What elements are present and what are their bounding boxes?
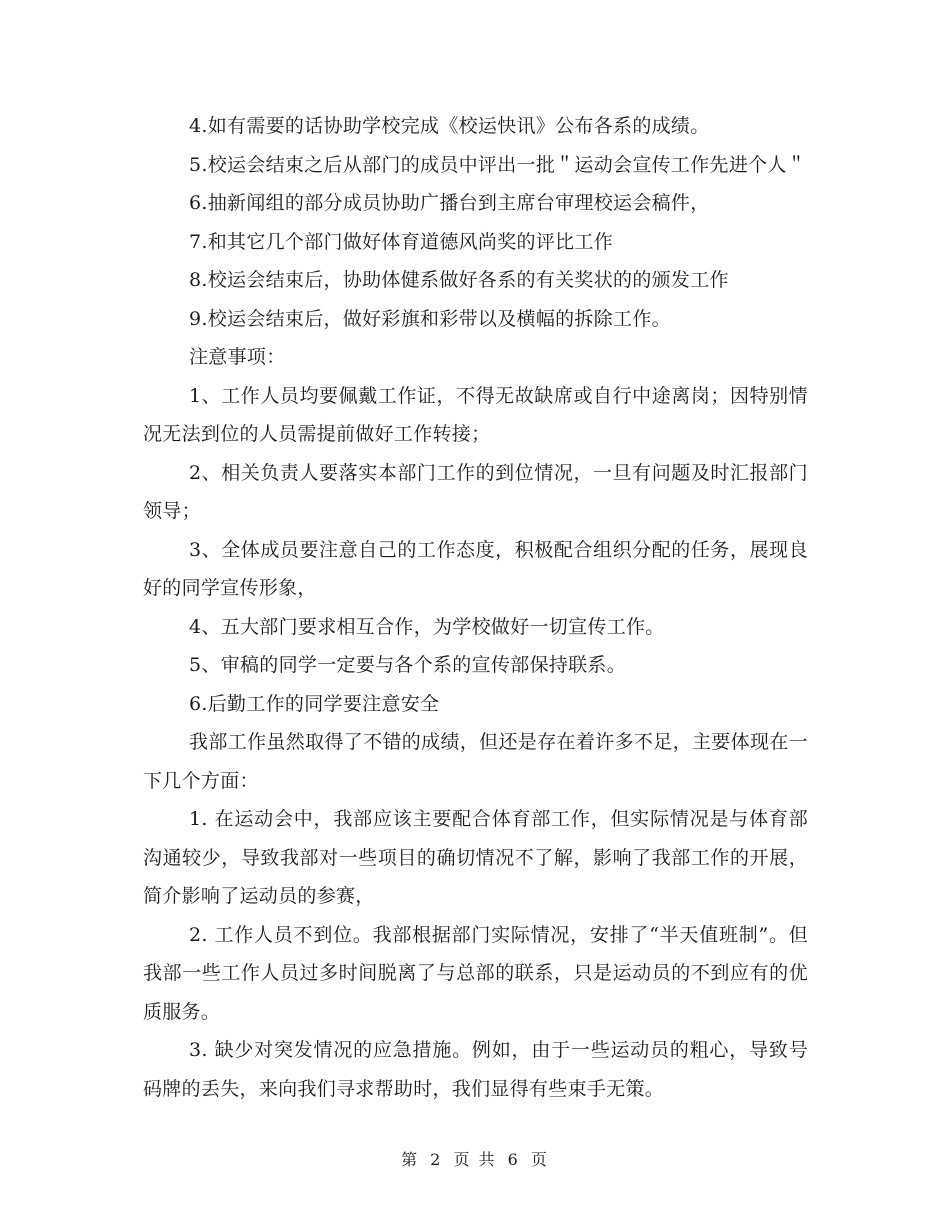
note-item-3: 3、全体成员要注意自己的工作态度，积极配合组织分配的任务，展现良好的同学宣传形象， [143,538,808,599]
footer-middle: 页 共 [453,1150,497,1169]
shortcoming-item-1: 1. 在运动会中，我部应该主要配合体育部工作，但实际情况是与体育部沟通较少，导致我部对一些项目的确切情况不了解，影响了我部工作的开展，简介影响了运动员的参赛， [143,808,808,907]
footer-prefix: 第 [401,1150,420,1169]
total-page-count: 6 [507,1150,520,1169]
shortcoming-item-3: 3. 缺少对突发情况的应急措施。例如，由于一些运动员的粗心，导致号码牌的丢失，来向我们寻求帮助时，我们显得有些束手无策。 [143,1039,808,1100]
paragraph-item-7: 7.和其它几个部门做好体育道德风尚奖的评比工作 [189,230,614,253]
note-item-2: 2、相关负责人要落实本部门工作的到位情况，一旦有问题及时汇报部门领导； [143,461,808,522]
notes-heading: 注意事项： [189,346,286,368]
paragraph-item-8: 8.校运会结束后，协助体健系做好各系的有关奖状的的颁发工作 [189,269,729,291]
shortcomings-intro: 我部工作虽然取得了不错的成绩，但还是存在着许多不足，主要体现在一下几个方面： [143,731,808,792]
paragraph-item-9: 9.校运会结束后，做好彩旗和彩带以及横幅的拆除工作。 [189,307,671,330]
note-item-5: 5、审稿的同学一定要与各个系的宣传部保持联系。 [189,654,626,676]
note-item-4: 4、五大部门要求相互合作，为学校做好一切宣传工作。 [189,615,665,638]
footer-suffix: 页 [530,1150,549,1169]
document-body [143,107,808,1108]
paragraph-item-6: 6.抽新闻组的部分成员协助广播台到主席台审理校运会稿件， [189,192,710,214]
shortcoming-item-2: 2. 工作人员不到位。我部根据部门实际情况，安排了“半天值班制”。但我部一些工作人员过多时间脱离了与总部的联系，只是运动员的不到应有的优质服务。 [143,923,808,1023]
paragraph-item-4: 4.如有需要的话协助学校完成《校运快讯》公布各系的成绩。 [189,115,710,137]
paragraph-item-5: 5.校运会结束之后从部门的成员中评出一批＂运动会宣传工作先进个人＂ [189,153,807,176]
current-page-number: 2 [430,1150,443,1169]
note-item-6: 6.后勤工作的同学要注意安全 [189,692,440,715]
note-item-1: 1、工作人员均要佩戴工作证，不得无故缺席或自行中途离岗；因特别情况无法到位的人员需提前做好工作转接； [143,384,808,445]
page-footer [0,1147,950,1170]
